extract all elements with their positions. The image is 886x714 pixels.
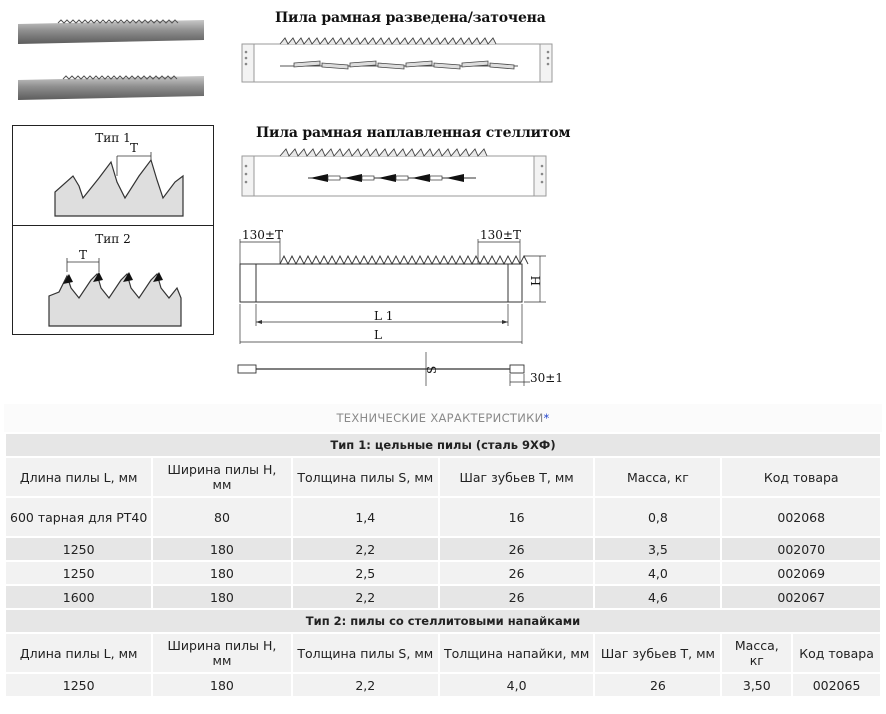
type2-header-cell: Ширина пилы H, мм (153, 634, 290, 672)
type2-header-cell: Масса, кг (722, 634, 791, 672)
type1-header-cell: Длина пилы L, мм (6, 458, 151, 496)
tooth-type-2-box (12, 225, 214, 335)
spec-title-mark: * (543, 411, 550, 425)
type1-header-cell: Шаг зубьев Т, мм (440, 458, 593, 496)
table-cell: 3,50 (722, 674, 791, 696)
table-cell: 16 (440, 498, 593, 536)
dim-thickness: S (425, 365, 439, 374)
type1-section-title: Тип 1: цельные пилы (сталь 9ХФ) (6, 434, 880, 456)
table-cell: 002067 (722, 586, 880, 608)
type1-table-row (6, 538, 880, 560)
table-cell: 26 (440, 562, 593, 584)
table-cell: 2,2 (293, 586, 438, 608)
dim-inner-length: L 1 (374, 309, 394, 323)
type2-table-row (6, 674, 880, 696)
pitch-label-type2: T (78, 248, 88, 262)
tooth-type-2-profile (13, 226, 213, 334)
spec-title (4, 404, 882, 432)
type1-table-row (6, 498, 880, 536)
tooth-type-1-box (12, 125, 214, 226)
table-cell: 26 (595, 674, 720, 696)
spec-table (4, 432, 882, 698)
table-cell: 26 (440, 538, 593, 560)
table-cell: 4,0 (440, 674, 593, 696)
type2-header-cell: Длина пилы L, мм (6, 634, 151, 672)
table-cell: 1250 (6, 538, 151, 560)
type1-header-cell: Масса, кг (595, 458, 720, 496)
type1-section (6, 434, 880, 456)
type2-header-cell: Толщина пилы S, мм (293, 634, 438, 672)
dim-tail: 30±1 (530, 371, 563, 385)
tooth-type-2-label: Тип 2 (95, 232, 131, 246)
table-cell: 180 (153, 538, 290, 560)
table-cell: 26 (440, 586, 593, 608)
dim-right-end: 130±T (480, 228, 521, 242)
dim-left-end: 130±T (242, 228, 283, 242)
saw-blade-photo-2 (18, 74, 204, 100)
saw-blade-photo-1 (18, 18, 204, 44)
table-cell: 180 (153, 562, 290, 584)
table-cell: 2,5 (293, 562, 438, 584)
type2-header-cell: Шаг зубьев Т, мм (595, 634, 720, 672)
table-cell: 180 (153, 586, 290, 608)
table-cell: 1,4 (293, 498, 438, 536)
type2-header-cell: Толщина напайки, мм (440, 634, 593, 672)
type1-header-row (6, 458, 880, 496)
type1-table-row (6, 586, 880, 608)
caption-stellite: Пила рамная наплавленная стеллитом (256, 125, 571, 141)
table-cell: 1250 (6, 674, 151, 696)
spec-section (4, 404, 882, 698)
table-cell: 002068 (722, 498, 880, 536)
tooth-type-1-profile (13, 126, 213, 225)
table-cell: 4,6 (595, 586, 720, 608)
type2-section-title: Тип 2: пилы со стеллитовыми напайками (6, 610, 880, 632)
table-cell: 2,2 (293, 538, 438, 560)
type2-section (6, 610, 880, 632)
pitch-label-type1: T (129, 141, 139, 155)
dimension-drawing (234, 224, 564, 394)
table-cell: 0,8 (595, 498, 720, 536)
type2-header-row (6, 634, 880, 672)
table-cell: 600 тарная для РТ40 (6, 498, 151, 536)
type2-header-cell: Код товара (793, 634, 880, 672)
drawing-set-sharpened-blade (236, 30, 562, 88)
caption-set-sharpened: Пила рамная разведена/заточена (275, 10, 546, 26)
drawing-stellite-blade (236, 144, 562, 202)
table-cell: 002070 (722, 538, 880, 560)
type1-header-cell: Код товара (722, 458, 880, 496)
tooth-type-1-label: Тип 1 (95, 131, 131, 145)
type1-header-cell: Толщина пилы S, мм (293, 458, 438, 496)
spec-title-text: ТЕХНИЧЕСКИЕ ХАРАКТЕРИСТИКИ (336, 411, 544, 425)
table-cell: 180 (153, 674, 290, 696)
table-cell: 1250 (6, 562, 151, 584)
table-cell: 80 (153, 498, 290, 536)
dim-total-length: L (374, 328, 382, 342)
table-cell: 002069 (722, 562, 880, 584)
table-cell: 4,0 (595, 562, 720, 584)
table-cell: 1600 (6, 586, 151, 608)
table-cell: 002065 (793, 674, 880, 696)
table-cell: 2,2 (293, 674, 438, 696)
table-cell: 3,5 (595, 538, 720, 560)
type1-header-cell: Ширина пилы H, мм (153, 458, 290, 496)
dim-height: H (529, 275, 543, 286)
type1-table-row (6, 562, 880, 584)
